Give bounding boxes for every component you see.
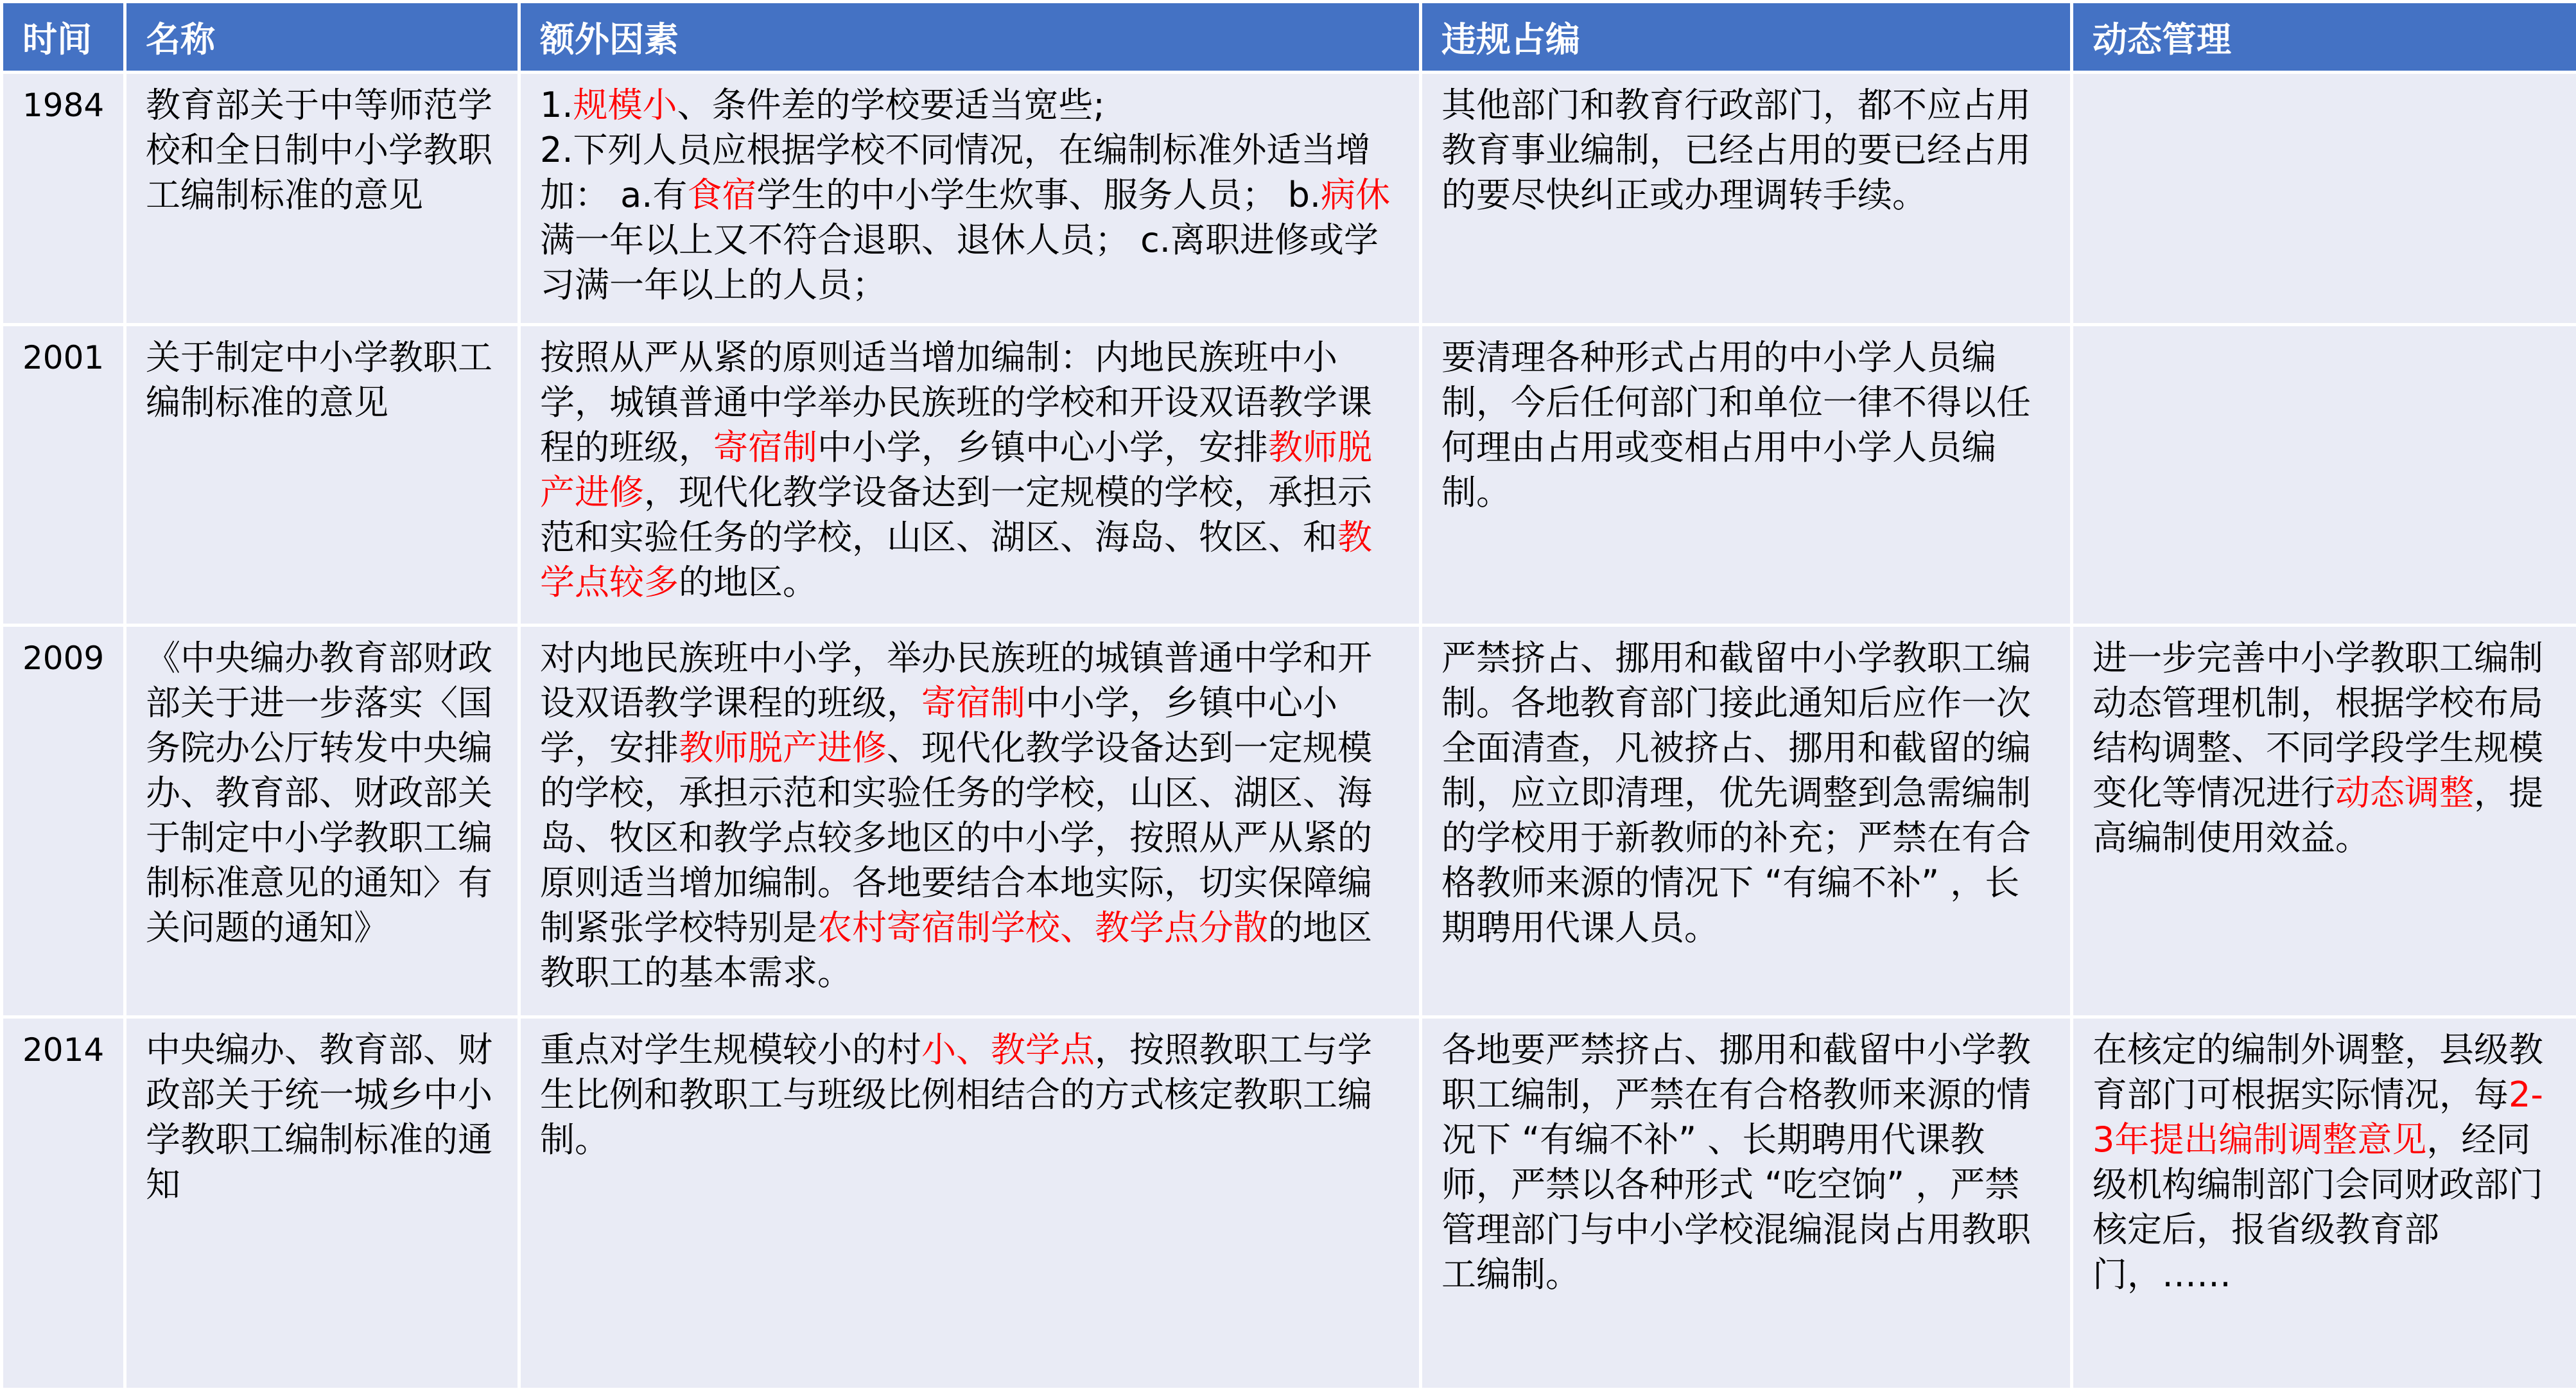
- text-segment: 按照从严从紧的原则适当增加编制：内地民族班中小学，城镇普通中学举办民族班的学校和开设双语教学课程的班级，: [540, 337, 1372, 468]
- header-extra-factors: 额外因素: [519, 2, 1421, 73]
- dynamic-cell: [2072, 325, 2576, 626]
- year-cell: 2009: [2, 626, 125, 1017]
- highlight-text: 教师脱产进修: [540, 427, 1372, 512]
- text-segment: 1.: [540, 85, 573, 125]
- table-row: [2, 1017, 2576, 1390]
- highlight-text: 食宿: [687, 175, 756, 215]
- year-cell: 2001: [2, 325, 125, 626]
- text-segment: 学生的中小学生炊事、服务人员； b.: [756, 175, 1321, 215]
- text-segment: 重点对学生规模较小的村: [540, 1029, 921, 1070]
- text-segment: 在核定的编制外调整，县级教育部门可根据实际情况，每: [2093, 1029, 2543, 1115]
- highlight-text: 病休: [1321, 175, 1390, 215]
- extra-factors-cell: [519, 1017, 1421, 1390]
- text-segment: 、现代化教学设备达到一定规模的学校，承担示范和实验任务的学校，山区、湖区、海岛、牧区和教学点较多地区的中小学，按照从严从紧的原则适当增加编制。各地要结合本地实际，切实保障编制紧张学校特别是: [540, 728, 1372, 948]
- header-time: 时间: [2, 2, 125, 73]
- name-cell: 教育部关于中等师范学校和全日制中小学教职工编制标准的意见: [125, 73, 519, 325]
- text-segment: 的地区教职工的基本需求。: [540, 907, 1372, 993]
- name-cell: 《中央编办教育部财政部关于进一步落实〈国务院办公厅转发中央编办、教育部、财政部关于制定中小学教职工编制标准意见的通知〉有关问题的通知》: [125, 626, 519, 1017]
- text-segment: ，按照教职工与学生比例和教职工与班级比例相结合的方式核定教职工编制。: [540, 1029, 1372, 1160]
- violation-cell: 要清理各种形式占用的中小学人员编制，今后任何部门和单位一律不得以任何理由占用或变相占用中小学人员编制。: [1421, 325, 2072, 626]
- text-segment: ，提高编制使用效益。: [2093, 773, 2543, 858]
- text-segment: ，经同级机构编制部门会同财政部门核定后，报省级教育部门，……: [2093, 1119, 2543, 1295]
- table-row: [2, 325, 2576, 626]
- year-cell: 2014: [2, 1017, 125, 1390]
- extra-factors-cell: [519, 626, 1421, 1017]
- text-segment: 满一年以上又不符合退职、退休人员； c.离职进修或学习满一年以上的人员；: [540, 220, 1379, 305]
- header-violation: 违规占编: [1421, 2, 2072, 73]
- text-segment: 进一步完善中小学教职工编制动态管理机制，根据学校布局结构调整、不同学段学生规模变化等情况进行: [2093, 638, 2543, 813]
- extra-factors-cell: [519, 73, 1421, 325]
- violation-cell: 严禁挤占、挪用和截留中小学教职工编制。各地教育部门接此通知后应作一次全面清查，凡被挤占、挪用和截留的编制，应立即清理，优先调整到急需编制的学校用于新教师的补充；严禁在有合格教师来源的情况下 “有编不补” ，长期聘用代课人员。: [1421, 626, 2072, 1017]
- dynamic-cell: [2072, 626, 2576, 1017]
- highlight-text: 教学点较多: [540, 517, 1372, 602]
- highlight-text: 寄宿制: [921, 683, 1025, 723]
- text-segment: 中小学，乡镇中心小学，安排: [817, 427, 1268, 468]
- table-row: [2, 73, 2576, 325]
- header-name: 名称: [125, 2, 519, 73]
- extra-factors-cell: [519, 325, 1421, 626]
- text-segment: 2.下列人员应根据学校不同情况，在编制标准外适当增加： a.有: [540, 130, 1371, 215]
- year-cell: 1984: [2, 73, 125, 325]
- text-segment: 对内地民族班中小学，举办民族班的城镇普通中学和开设双语教学课程的班级，: [540, 638, 1372, 723]
- violation-cell: 各地要严禁挤占、挪用和截留中小学教职工编制，严禁在有合格教师来源的情况下 “有编不补” 、长期聘用代课教师，严禁以各种形式 “吃空饷” ，严禁管理部门与中小学校混编混岗占用教职工编制。: [1421, 1017, 2072, 1390]
- name-cell: 中央编办、教育部、财政部关于统一城乡中小学教职工编制标准的通知: [125, 1017, 519, 1390]
- header-dynamic-management: 动态管理: [2072, 2, 2576, 73]
- highlight-text: 2-3年提出编制调整意见: [2093, 1074, 2543, 1160]
- dynamic-cell: [2072, 1017, 2576, 1390]
- text-segment: 、条件差的学校要适当宽些;: [677, 85, 1105, 125]
- text-segment: 的地区。: [679, 562, 817, 602]
- name-cell: 关于制定中小学教职工编制标准的意见: [125, 325, 519, 626]
- table-row: [2, 626, 2576, 1017]
- highlight-text: 动态调整: [2335, 773, 2474, 813]
- highlight-text: 小、教学点: [921, 1029, 1095, 1070]
- highlight-text: 寄宿制: [713, 427, 817, 468]
- highlight-text: 教师脱产进修: [679, 728, 887, 768]
- highlight-text: 规模小: [573, 85, 677, 125]
- highlight-text: 农村寄宿制学校、教学点分散: [817, 907, 1268, 948]
- text-segment: 中小学，乡镇中心小学，安排: [540, 683, 1337, 768]
- violation-cell: 其他部门和教育行政部门，都不应占用教育事业编制，已经占用的要已经占用的要尽快纠正或办理调转手续。: [1421, 73, 2072, 325]
- header-row: [2, 2, 2576, 73]
- dynamic-cell: [2072, 73, 2576, 325]
- text-segment: ，现代化教学设备达到一定规模的学校，承担示范和实验任务的学校，山区、湖区、海岛、牧区、和: [540, 472, 1372, 557]
